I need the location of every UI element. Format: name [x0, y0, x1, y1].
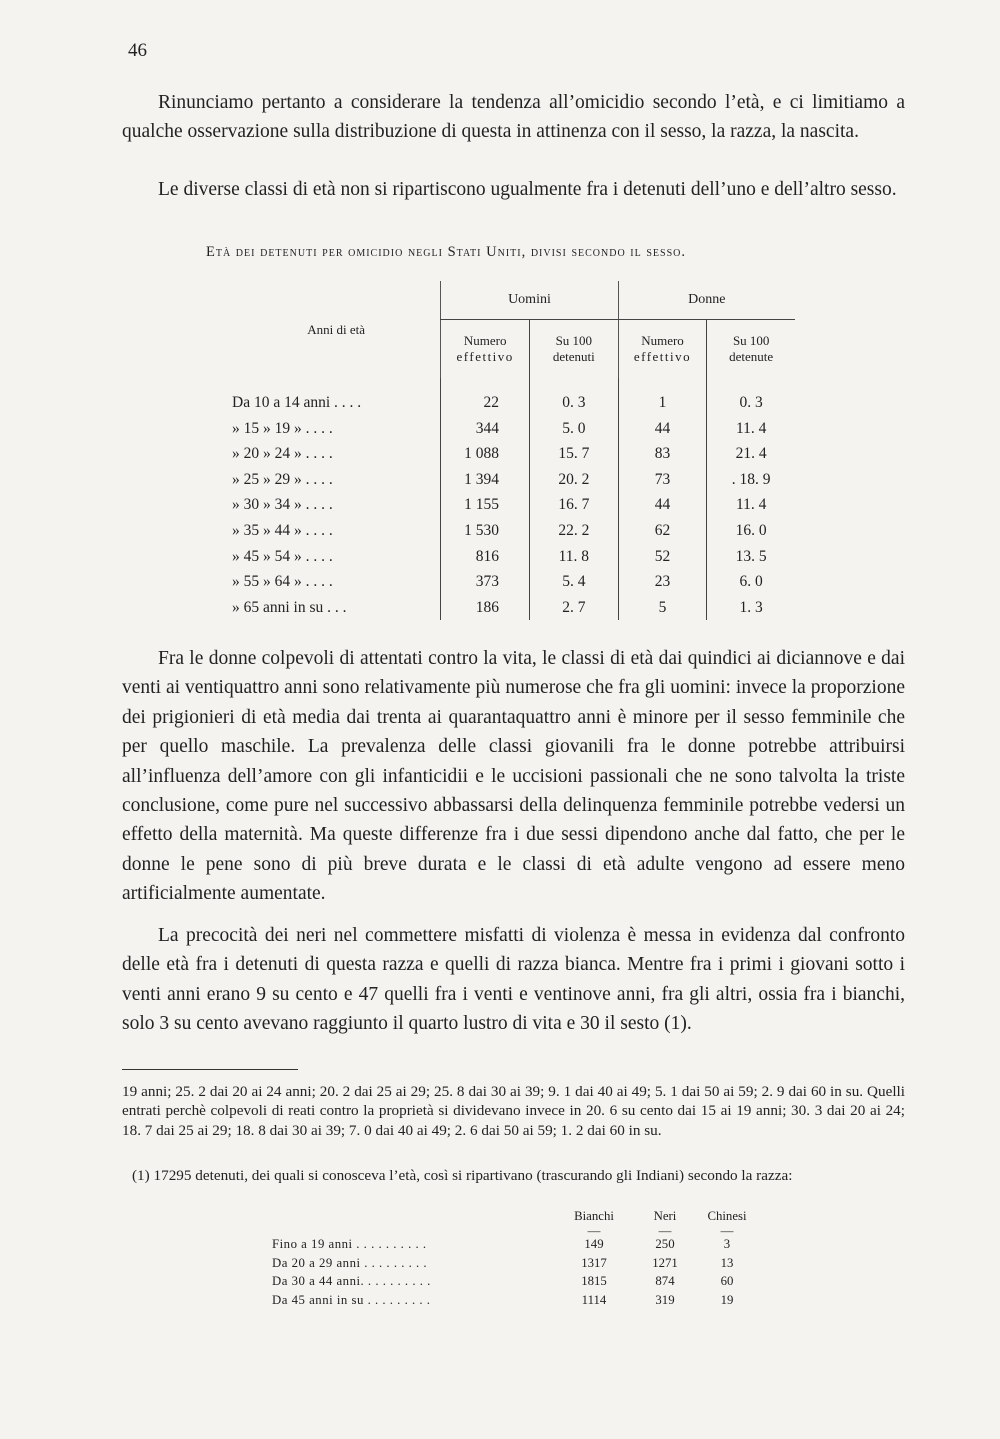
race-row — [272, 1236, 758, 1255]
table-row — [232, 518, 795, 544]
race-header-blacks: Neri — [653, 1208, 677, 1223]
women-number-cell: 44 — [618, 416, 707, 442]
race-row-label: Da 20 a 29 anni . . . . . . . . . — [272, 1255, 428, 1270]
race-cell: 1114 — [581, 1292, 607, 1307]
table-row — [232, 441, 795, 467]
women-number-cell: 1 — [618, 378, 707, 416]
race-header-chinese: Chinesi — [707, 1208, 747, 1223]
table-row — [232, 569, 795, 595]
age-cell: » 20 » 24 » . . . . — [232, 445, 333, 463]
women-number-header: Numero effettivo — [618, 320, 707, 379]
age-cell: Da 10 a 14 anni . . . . — [232, 394, 362, 411]
race-cell: 149 — [584, 1237, 604, 1252]
men-pct-cell: 11. 8 — [530, 544, 619, 570]
race-cell: 319 — [655, 1292, 675, 1307]
race-cell: 1271 — [652, 1255, 678, 1270]
race-row-label: Fino a 19 anni . . . . . . . . . . — [272, 1237, 427, 1252]
men-number-cell: 186 — [441, 595, 530, 621]
race-header-whites: Bianchi — [574, 1208, 614, 1223]
table-row — [232, 467, 795, 493]
race-row-label: Da 45 anni in su . . . . . . . . . — [272, 1292, 431, 1307]
men-pct-cell: 15. 7 — [530, 441, 619, 467]
women-pct-cell: 21. 4 — [707, 441, 795, 467]
men-number-cell: 1 394 — [441, 467, 530, 493]
footnote-continuation: 19 anni; 25. 2 dai 20 ai 24 anni; 20. 2 dai 25 ai 29; 25. 8 dai 30 ai 39; 9. 1 dai 40 ai 49; 5. 1 dai 50 ai 59; 2. 9 dai 60 in su. Quelli entrati perchè colpevoli di reati contro la proprietà si dividevano invece in 20. 6 su cento dai 15 ai 19 anni; 30. 3 dai 20 ai 24; 18. 7 dai 25 ai 29; 18. 8 dai 30 ai 39; 7. 0 dai 40 ai 49; 2. 6 dai 50 ai 59; 1. 2 dai 60 in su. — [122, 1083, 905, 1139]
age-cell: » 30 » 34 » . . . . — [232, 496, 333, 514]
paragraph-4: La precocità dei neri nel commettere misfatti di violenza è messa in evidenza dal confronto delle età fra i detenuti di questa razza e quelli di razza bianca. Mentre fra i primi i giovani sotto i venti anni erano 9 su cento e 47 quelli fra i venti e ventinove anni, fra gli altri, ossia fra i bianchi, solo 3 su cento avevano raggiunto il quarto lustro di vita e 30 il sesto (1). — [122, 925, 905, 1035]
age-cell: » 25 » 29 » . . . . — [232, 470, 333, 488]
age-cell: » 55 » 64 » . . . . — [232, 573, 333, 591]
men-pct-cell: 5. 4 — [530, 569, 619, 595]
women-number-cell: 52 — [618, 544, 707, 570]
women-pct-cell: 6. 0 — [707, 569, 795, 595]
race-dash: — — [587, 1223, 601, 1238]
footnote-rule — [122, 1069, 298, 1070]
men-number-cell: 1 155 — [441, 492, 530, 518]
women-number-cell: 23 — [618, 569, 707, 595]
race-table — [272, 1207, 758, 1310]
race-cell: 60 — [720, 1274, 734, 1289]
women-pct-cell: 13. 5 — [707, 544, 795, 570]
table-row — [232, 378, 795, 416]
men-number-cell: 816 — [441, 544, 530, 570]
table-title: Età dei detenuti per omicidio negli Stati Uniti, divisi secondo il sesso. — [206, 244, 687, 260]
men-number-header: Numero effettivo — [441, 320, 530, 379]
age-cell: » 65 anni in su . . . — [232, 598, 347, 616]
men-pct-cell: 2. 7 — [530, 595, 619, 621]
paragraph-2: Le diverse classi di età non si ripartiscono ugualmente fra i detenuti dell’uno e dell’altro sesso. — [158, 179, 897, 200]
table-row — [232, 492, 795, 518]
women-pct-cell: . 18. 9 — [707, 467, 795, 493]
men-pct-cell: 5. 0 — [530, 416, 619, 442]
women-number-cell: 5 — [618, 595, 707, 621]
men-pct-cell: 0. 3 — [530, 378, 619, 416]
men-number-cell: 344 — [441, 416, 530, 442]
race-row — [272, 1291, 758, 1310]
group-men-header: Uomini — [441, 281, 618, 320]
race-cell: 250 — [655, 1237, 675, 1252]
group-women-header: Donne — [618, 281, 795, 320]
men-pct-cell: 22. 2 — [530, 518, 619, 544]
table-row — [232, 544, 795, 570]
race-cell: 1815 — [581, 1274, 607, 1289]
table-row — [232, 416, 795, 442]
women-pct-cell: 11. 4 — [707, 416, 795, 442]
women-pct-cell: 11. 4 — [707, 492, 795, 518]
women-number-cell: 44 — [618, 492, 707, 518]
paragraph-3: Fra le donne colpevoli di attentati contro la vita, le classi di età dai quindici ai diciannove e dai venti ai ventiquattro anni sono relativamente più numerose che fra gli uomini: invece la proporzione dei prigionieri di età media dai trenta ai quarantaquattro anni è minore per il sesso femminile che per quello maschile. La prevalenza delle classi giovanili fra le donne potrebbe attribuirsi all’influenza dell’amore con gli infanticidii e le uccisioni passionali che ne sono talvolta la triste conclusione, come pure nel successivo abbassarsi della delinquenza femminile potrebbe vedersi un effetto della maternità. Ma queste differenze fra i due sessi dipendono anche dal fatto, che per le donne le pene sono di più breve durata e le classi di età adulte vengono ad essere meno artificialmente aumentate. — [122, 648, 905, 905]
women-number-cell: 73 — [618, 467, 707, 493]
women-pct-cell: 0. 3 — [707, 378, 795, 416]
age-cell: » 15 » 19 » . . . . — [232, 419, 333, 437]
women-number-cell: 62 — [618, 518, 707, 544]
age-cell: » 35 » 44 » . . . . — [232, 521, 333, 539]
race-cell: 3 — [723, 1237, 731, 1252]
men-pct-header: Su 100 detenuti — [530, 320, 619, 379]
race-cell: 1317 — [581, 1255, 607, 1270]
men-pct-cell: 16. 7 — [530, 492, 619, 518]
race-dash: — — [658, 1223, 672, 1238]
page-number: 46 — [128, 40, 147, 61]
men-number-cell: 1 530 — [441, 518, 530, 544]
age-header: Anni di età — [307, 321, 366, 337]
race-dash: — — [720, 1223, 734, 1238]
men-number-cell: 373 — [441, 569, 530, 595]
race-cell: 13 — [720, 1255, 734, 1270]
women-number-cell: 83 — [618, 441, 707, 467]
paragraph-1: Rinunciamo pertanto a considerare la tendenza all’omicidio secondo l’età, e ci limitiamo a qualche osservazione sulla distribuzione di questa in attinenza con il sesso, la razza, la nascita. — [122, 92, 905, 143]
women-pct-header: Su 100 detenute — [707, 320, 795, 379]
women-pct-cell: 1. 3 — [707, 595, 795, 621]
men-number-cell: 22 — [441, 378, 530, 416]
men-number-cell: 1 088 — [441, 441, 530, 467]
race-row-label: Da 30 a 44 anni. . . . . . . . . . — [272, 1274, 431, 1289]
men-pct-cell: 20. 2 — [530, 467, 619, 493]
table-row — [232, 595, 795, 621]
race-cell: 19 — [720, 1292, 734, 1307]
race-row — [272, 1273, 758, 1292]
age-cell: » 45 » 54 » . . . . — [232, 547, 333, 565]
footnote-1: (1) 17295 detenuti, dei quali si conosceva l’età, così si ripartivano (trascurando gli Indiani) secondo la razza: — [132, 1167, 793, 1184]
race-cell: 874 — [655, 1274, 675, 1289]
women-pct-cell: 16. 0 — [707, 518, 795, 544]
race-row — [272, 1254, 758, 1273]
age-sex-table — [232, 281, 795, 620]
